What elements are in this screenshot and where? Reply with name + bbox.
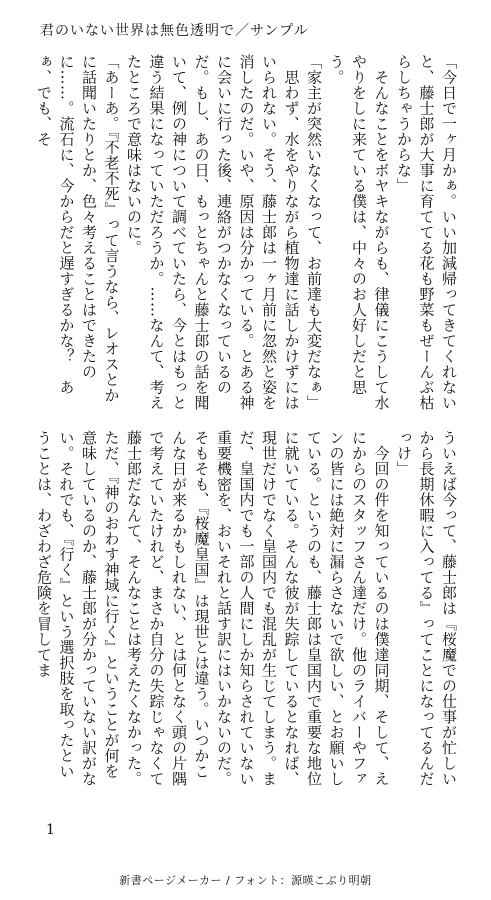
paragraph: 今回の件を知っているのは僕達同期、そして、えにからのスタッフさん達だけ。他のライバーやファンの皆には絶対に漏らさないで欲しい、とお願いしている。というのも、藤士郎は皇国内で重要な地位に就いている。そんな彼が失踪しているとなれば、現世だけでなく皇国内でも混乱が生じてしまう。まだ、皇国内でも一部の人間にしか知らされていない重要機密を、おいそれと話す訳にはいかないのだ。そもそも、『桜魔皇国』は現世とは違う。いつかこんな日が来るかもしれない、とは何となく頭の片隅で考えていたけれど、まさか自分の失踪じゃなくて藤士郎だなんて、そんなことは考えたくなかった。ただ、『神のおわす神域に行く』ということが何を意味しているのか、藤士郎が分かっていない訳がない。それでも、『行く』という選択肢を取ったということは、わざわざ危険を冒してま xyxy=(35,430,391,787)
footer-credit: 新書ページメーカー / フォント：源暎こぶり明朝 xyxy=(119,874,372,887)
paragraph: 思わず、水をやりながら植物達に話しかけずにはいられない。そう、藤士郎は一ヶ月前に忽然と姿を消したのだ。いや、原因は分かっている。とある神に会いに行った後、連絡がつかなくなっているのだ。もし、あの日、もっとちゃんと藤士郎の話を聞いて、例の神について調べていたら、今とはもっと違う結果になっていただろうか。……なんて、考えたところで意味はないのに。 xyxy=(125,54,301,411)
paragraph: 「あーあ。『不老不死』って言うなら、レオスとかに話聞いたりとか、色々考えることはできたのに……。流石に、今からだと遅すぎるかな？ あぁ、でも、そ xyxy=(35,54,121,403)
page-title: 君のいない世界は無色透明で／サンプル xyxy=(40,23,309,39)
paragraph: そんなことをボヤキながらも、律儀にこうして水やりをしに来ている僕は、中々のお人好しだと思う。 xyxy=(327,54,391,411)
text-page xyxy=(35,54,460,834)
text-block-bottom xyxy=(35,430,460,790)
paragraph: ういえば今って、藤士郎は『桜魔での仕事が忙しいから長期休暇に入ってる』ってことになってるんだっけ」 xyxy=(395,430,458,787)
text-block-top xyxy=(35,54,460,414)
page-number: 1 xyxy=(46,822,55,838)
paragraph: 「家主が突然いなくなって、お前達も大変だなぁ」 xyxy=(305,54,323,411)
paragraph: 「今日で一ヶ月かぁ。いい加減帰ってきてくれないと、藤士郎が大事に育ててる花も野菜もぜーんぶ枯らしちゃうからな」 xyxy=(395,54,458,411)
